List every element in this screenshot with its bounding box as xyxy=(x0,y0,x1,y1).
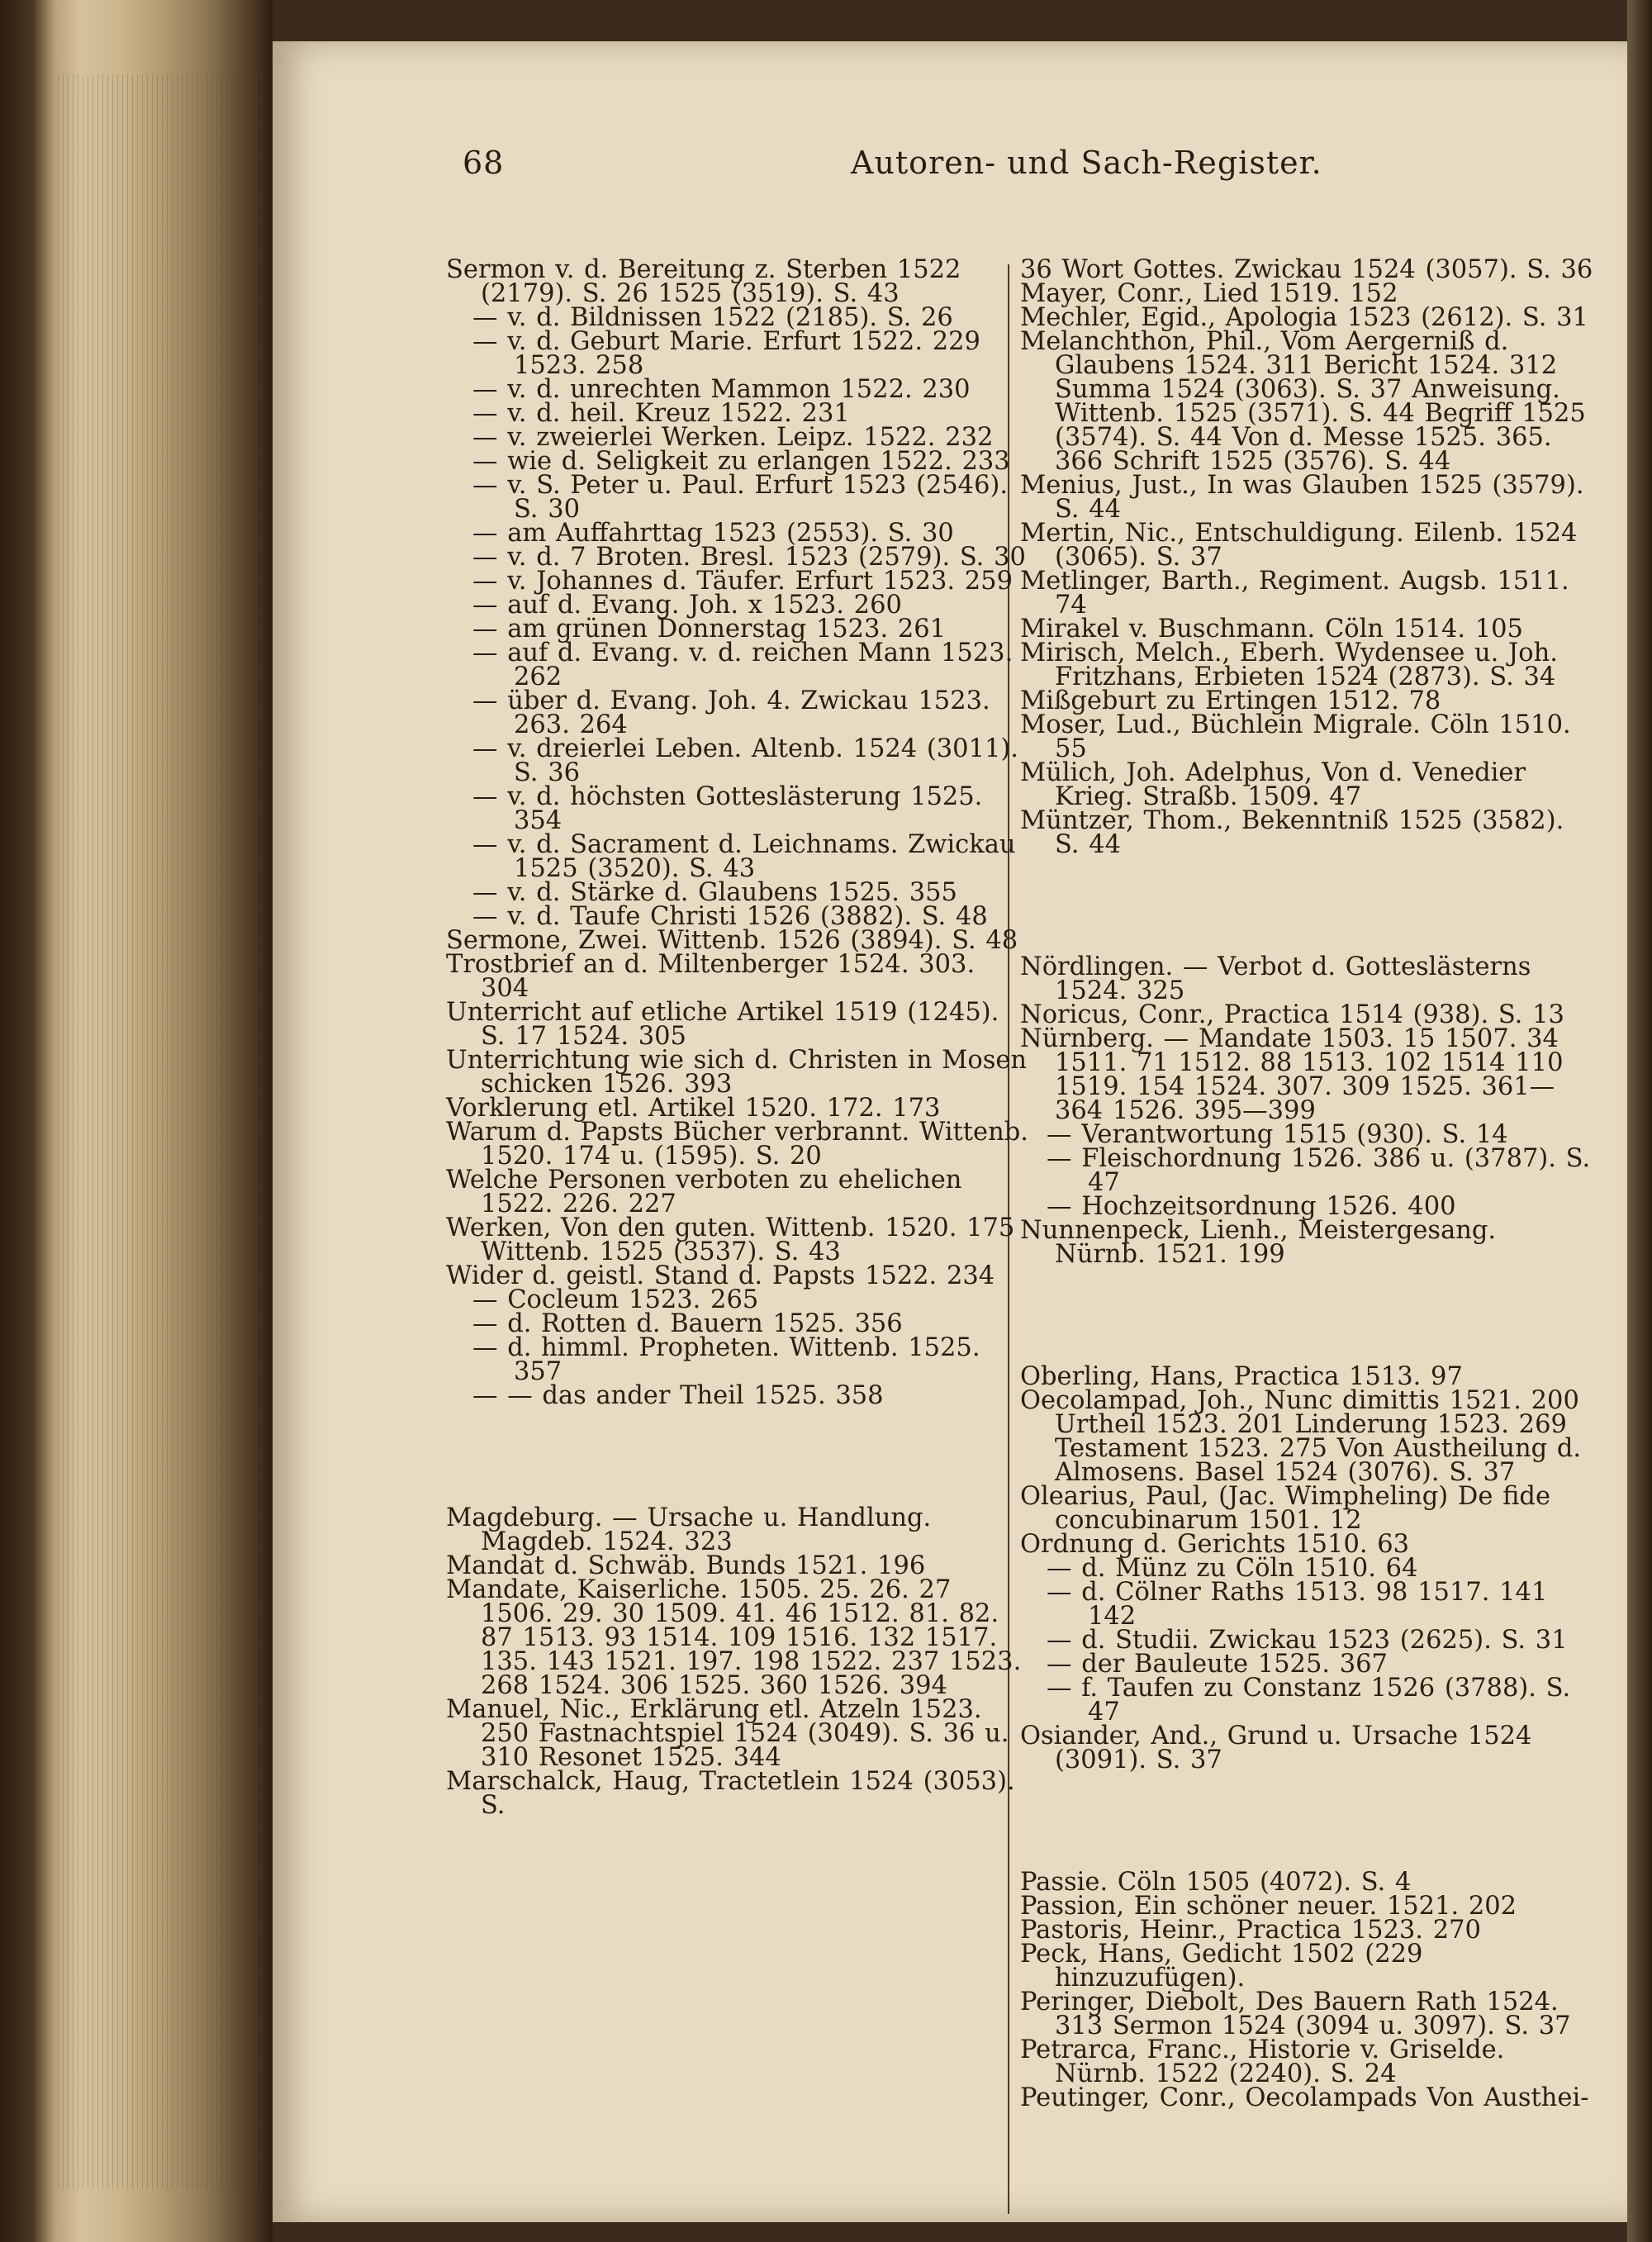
book-right-edge xyxy=(1627,0,1652,2242)
index-entry: Unterrichtung wie sich d. Christen in Mosen schicken 1526. 393 xyxy=(446,1046,1028,1099)
index-entry: Melanchthon, Phil., Vom Aergerniß d. Glaubens 1524. 311 Bericht 1524. 312 Summa 1524 (3063). S. 37 Anweisung. Wittenb. 1525 (3571). S. 44 Begriff 1525 (3574). S. 44 Von d. Messe 1525. 365. 366 Schrift 1525 (3576). S. 44 xyxy=(1020,327,1586,476)
index-subentry: — auf d. Evang. Joh. x 1523. 260 xyxy=(472,591,902,620)
index-subentry: — v. d. heil. Kreuz 1522. 231 xyxy=(472,399,850,428)
index-entry: Mertin, Nic., Entschuldigung. Eilenb. 1524 (3065). S. 37 xyxy=(1020,519,1578,572)
index-entry: Passie. Cöln 1505 (4072). S. 4 xyxy=(1020,1868,1412,1897)
index-subentry: — v. d. Geburt Marie. Erfurt 1522. 229 1523. 258 xyxy=(472,327,980,380)
index-entry: Metlinger, Barth., Regiment. Augsb. 1511. 74 xyxy=(1020,567,1569,620)
index-subentry: — v. d. Taufe Christi 1526 (3882). S. 48 xyxy=(472,902,988,931)
index-entry: Peck, Hans, Gedicht 1502 (229 hinzuzufügen). xyxy=(1020,1940,1423,1993)
index-entry: Sermone, Zwei. Wittenb. 1526 (3894). S. 48 xyxy=(446,926,1018,955)
index-entry: Petrarca, Franc., Historie v. Griselde. Nürnb. 1522 (2240). S. 24 xyxy=(1020,2035,1505,2088)
book-page xyxy=(273,41,1627,2222)
index-entry: Sermon v. d. Bereitung z. Sterben 1522 (2179). S. 26 1525 (3519). S. 43 xyxy=(446,255,961,308)
index-subentry: — v. d. höchsten Gotteslästerung 1525. 354 xyxy=(472,782,983,835)
index-entry: Mirisch, Melch., Eberh. Wydensee u. Joh. Fritzhans, Erbieten 1524 (2873). S. 34 xyxy=(1020,639,1558,691)
index-subentry: — d. Studii. Zwickau 1523 (2625). S. 31 xyxy=(1047,1626,1568,1655)
index-entry: Nürnberg. — Mandate 1503. 15 1507. 34 1511. 71 1512. 88 1513. 102 1514 110 1519. 154 1524. 307. 309 1525. 361—364 1526. 395—399 xyxy=(1020,1024,1564,1125)
index-entry: Passion, Ein schöner neuer. 1521. 202 xyxy=(1020,1892,1517,1921)
index-subentry: — über d. Evang. Joh. 4. Zwickau 1523. 263. 264 xyxy=(472,686,990,739)
section-gap xyxy=(446,1433,1032,1481)
index-subentry: — Fleischordnung 1526. 386 u. (3787). S. 47 xyxy=(1047,1144,1591,1197)
page-stack-texture xyxy=(58,74,264,2189)
index-entry: Warum d. Papsts Bücher verbrannt. Wittenb. 1520. 174 u. (1595). S. 20 xyxy=(446,1118,1028,1171)
index-subentry: — v. d. 7 Broten. Bresl. 1523 (2579). S. 30 xyxy=(472,543,1026,572)
index-entry: Mandate, Kaiserliche. 1505. 25. 26. 27 1506. 29. 30 1509. 41. 46 1512. 81. 82. 87 1513. 93 1514. 109 1516. 132 1517. 135. 143 1521. 197. 198 1522. 237 1523. 268 1524. 306 1525. 360 1526. 394 xyxy=(446,1575,1022,1700)
index-entry: Peringer, Diebolt, Des Bauern Rath 1524. 313 Sermon 1524 (3094 u. 3097). S. 37 xyxy=(1020,1988,1571,2040)
running-title: Autoren- und Sach-Register. xyxy=(851,145,1322,181)
index-subentry: — der Bauleute 1525. 367 xyxy=(1047,1650,1388,1679)
index-entry: Vorklerung etl. Artikel 1520. 172. 173 xyxy=(446,1094,941,1123)
index-entry: Osiander, And., Grund u. Ursache 1524 (3091). S. 37 xyxy=(1020,1722,1532,1774)
index-entry: Mandat d. Schwäb. Bunds 1521. 196 xyxy=(446,1551,926,1580)
index-entry: Olearius, Paul, (Jac. Wimpheling) De fide concubinarum 1501. 12 xyxy=(1020,1482,1551,1535)
index-subentry: — v. zweierlei Werken. Leipz. 1522. 232 xyxy=(472,423,994,452)
index-entry: Wider d. geistl. Stand d. Papsts 1522. 234 xyxy=(446,1261,995,1290)
page-header xyxy=(463,145,1611,202)
index-entry: Menius, Just., In was Glauben 1525 (3579). S. 44 xyxy=(1020,471,1584,524)
index-subentry: — auf d. Evang. v. d. reichen Mann 1523. 262 xyxy=(472,639,1014,691)
index-entry: Werken, Von den guten. Wittenb. 1520. 175 Wittenb. 1525 (3537). S. 43 xyxy=(446,1214,1015,1266)
index-subentry: — Verantwortung 1515 (930). S. 14 xyxy=(1047,1120,1508,1149)
index-entry: Moser, Lud., Büchlein Migrale. Cöln 1510. 55 xyxy=(1020,710,1571,763)
index-subentry: — am Auffahrttag 1523 (2553). S. 30 xyxy=(472,519,954,548)
index-subentry: — v. Johannes d. Täufer. Erfurt 1523. 259 xyxy=(472,567,1013,596)
section-gap xyxy=(1020,882,1594,930)
index-subentry: — Cocleum 1523. 265 xyxy=(472,1285,759,1314)
index-entry: Pastoris, Heinr., Practica 1523. 270 xyxy=(1020,1916,1481,1945)
index-entry: Marschalck, Haug, Tractetlein 1524 (3053). S. xyxy=(446,1767,1015,1820)
index-subentry: — d. himml. Propheten. Wittenb. 1525. 357 xyxy=(472,1333,980,1386)
index-subentry: — v. d. Bildnissen 1522 (2185). S. 26 xyxy=(472,303,953,332)
page-number: 68 xyxy=(463,145,505,181)
index-entry: Unterricht auf etliche Artikel 1519 (1245). S. 17 1524. 305 xyxy=(446,998,999,1051)
index-entry: Nördlingen. — Verbot d. Gotteslästerns 1524. 325 xyxy=(1020,952,1531,1005)
index-entry: Welche Personen verboten zu ehelichen 1522. 226. 227 xyxy=(446,1166,962,1218)
index-entry: Ordnung d. Gerichts 1510. 63 xyxy=(1020,1530,1410,1559)
index-entry: Noricus, Conr., Practica 1514 (938). S. 13 xyxy=(1020,1000,1564,1029)
index-subentry: — v. d. Sacrament d. Leichnams. Zwickau 1525 (3520). S. 43 xyxy=(472,830,1016,883)
index-subentry: — v. S. Peter u. Paul. Erfurt 1523 (2546). S. 30 xyxy=(472,471,1009,524)
book-page-edges xyxy=(0,0,273,2242)
index-entry: Oecolampad, Joh., Nunc dimittis 1521. 200 Urtheil 1523. 201 Linderung 1523. 269 Testament 1523. 275 Von Austheilung d. Almosens. Basel 1524 (3076). S. 37 xyxy=(1020,1386,1582,1487)
index-subentry: — v. d. Stärke d. Glaubens 1525. 355 xyxy=(472,878,957,907)
index-subentry: — v. d. unrechten Mammon 1522. 230 xyxy=(472,375,971,404)
section-gap xyxy=(1020,1798,1594,1845)
section-gap xyxy=(1020,1292,1594,1340)
index-entry: Trostbrief an d. Miltenberger 1524. 303. 304 xyxy=(446,950,976,1003)
index-subentry: — d. Cölner Raths 1513. 98 1517. 141 142 xyxy=(1047,1578,1548,1631)
right-column xyxy=(1020,255,1594,2112)
index-entry: Mülich, Joh. Adelphus, Von d. Venedier Krieg. Straßb. 1509. 47 xyxy=(1020,758,1526,811)
left-column xyxy=(446,255,1032,1820)
index-entry: Manuel, Nic., Erklärung etl. Atzeln 1523. 250 Fastnachtspiel 1524 (3049). S. 36 u. 310 Resonet 1525. 344 xyxy=(446,1695,1009,1772)
index-subentry: — — das ander Theil 1525. 358 xyxy=(472,1381,884,1410)
index-subentry: — d. Münz zu Cöln 1510. 64 xyxy=(1047,1554,1418,1583)
index-entry: Mayer, Conr., Lied 1519. 152 xyxy=(1020,279,1398,308)
index-entry: Magdeburg. — Ursache u. Handlung. Magdeb. 1524. 323 xyxy=(446,1503,932,1556)
index-subentry: — Hochzeitsordnung 1526. 400 xyxy=(1047,1192,1456,1221)
index-entry: Nunnenpeck, Lienh., Meistergesang. Nürnb. 1521. 199 xyxy=(1020,1216,1497,1269)
index-entry: Mißgeburt zu Ertingen 1512. 78 xyxy=(1020,686,1441,715)
index-entry: Oberling, Hans, Practica 1513. 97 xyxy=(1020,1362,1463,1391)
index-entry: Mechler, Egid., Apologia 1523 (2612). S. 31 xyxy=(1020,303,1588,332)
index-entry: Mirakel v. Buschmann. Cöln 1514. 105 xyxy=(1020,615,1523,644)
index-subentry: — f. Taufen zu Constanz 1526 (3788). S. 47 xyxy=(1047,1674,1571,1727)
index-subentry: — d. Rotten d. Bauern 1525. 356 xyxy=(472,1309,903,1338)
index-entry: Müntzer, Thom., Bekenntniß 1525 (3582). S. 44 xyxy=(1020,806,1564,859)
index-entry: 36 Wort Gottes. Zwickau 1524 (3057). S. 36 xyxy=(1020,255,1593,284)
index-subentry: — wie d. Seligkeit zu erlangen 1522. 233 xyxy=(472,447,1010,476)
index-entry: Peutinger, Conr., Oecolampads Von Austhei- xyxy=(1020,2083,1589,2112)
index-subentry: — am grünen Donnerstag 1523. 261 xyxy=(472,615,947,644)
index-subentry: — v. dreierlei Leben. Altenb. 1524 (3011). S. 36 xyxy=(472,734,1018,787)
